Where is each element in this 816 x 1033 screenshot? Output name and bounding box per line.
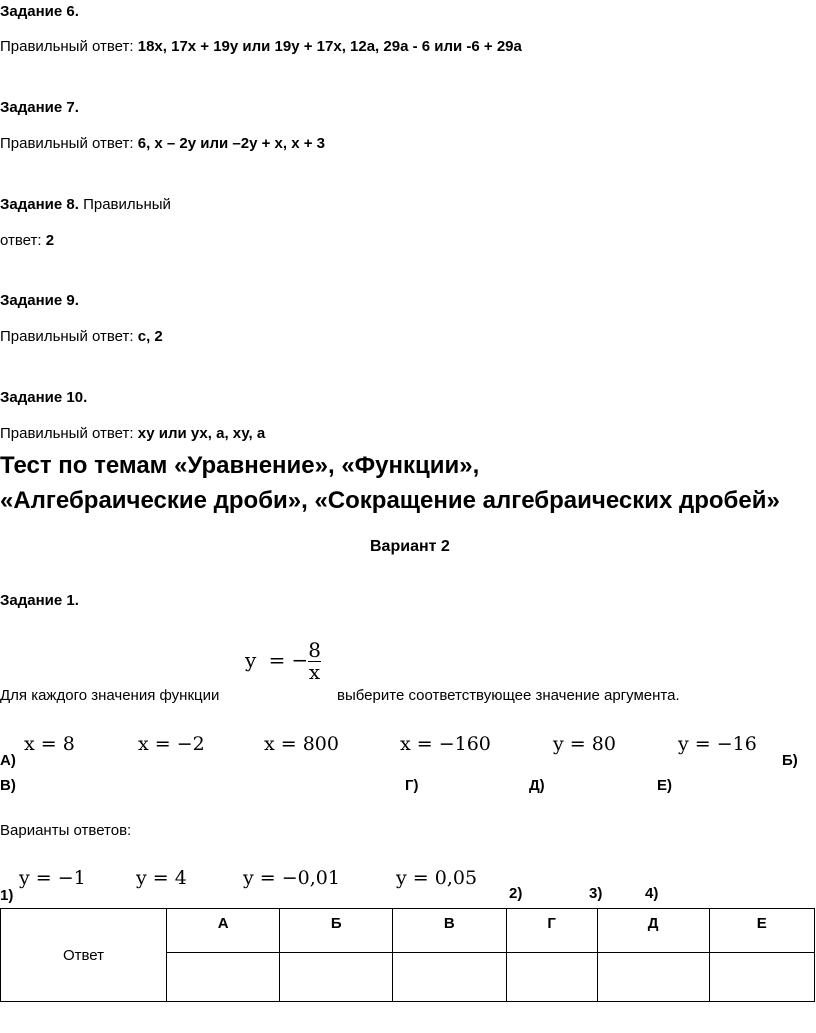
option-e-formula: y = 80 (553, 733, 616, 755)
task-1-prompt-before: Для каждого значения функции (0, 687, 220, 704)
table-header-a: А (167, 909, 280, 953)
answer-value: с, 2 (137, 328, 163, 345)
option-a-formula: x = 8 (24, 733, 75, 755)
answer-label-cont: ответ: (0, 232, 46, 249)
answer-value: 2 (45, 232, 55, 249)
table-header-row (1, 909, 815, 953)
option-f-formula: y = −16 (678, 733, 757, 755)
task-1-prompt-after: выберите соответствующее значение аргумента. (337, 687, 680, 704)
option-b-formula: x = −2 (138, 733, 205, 755)
function-denominator: x (308, 660, 321, 684)
table-header-c: В (393, 909, 506, 953)
task-10-heading: Задание 10. (0, 389, 88, 406)
table-header-d: Г (506, 909, 597, 953)
answer-value: 18х, 17х + 19у или 19у + 17х, 12а, 29а - 6 или -6 + 29а (137, 38, 522, 55)
answer-label: Правильный ответ: (0, 425, 138, 442)
answer-option-2-formula: y = 4 (136, 867, 187, 889)
answer-number-3: 3) (589, 885, 603, 902)
function-formula (245, 640, 321, 683)
task-10-answer-line (0, 425, 265, 442)
task-6-answer-line (0, 38, 522, 55)
option-c-formula: x = 800 (264, 733, 339, 755)
task-1-heading: Задание 1. (0, 592, 79, 609)
task-9-heading: Задание 9. (0, 292, 79, 309)
answer-option-3-formula: y = −0,01 (243, 867, 340, 889)
option-letter-c: В) (0, 777, 16, 794)
function-fraction (308, 640, 321, 683)
test-title-line-2: «Алгебраические дроби», «Сокращение алгебраических дробей» (0, 487, 780, 514)
table-header-e: Д (597, 909, 709, 953)
task-8-answer-line (0, 232, 54, 249)
answer-cell-e[interactable] (597, 953, 709, 1002)
answer-cell-a[interactable] (167, 953, 280, 1002)
table-header-b: Б (280, 909, 393, 953)
option-letter-d: Г) (405, 777, 419, 794)
answer-cell-d[interactable] (506, 953, 597, 1002)
task-9-answer-line (0, 328, 163, 345)
answer-table (0, 908, 815, 1002)
variant-label: Вариант 2 (370, 538, 450, 555)
answer-number-4: 4) (645, 885, 659, 902)
option-letter-f: Е) (657, 777, 672, 794)
task-7-answer-line (0, 135, 325, 152)
task-8-title: Задание 8. (0, 196, 79, 213)
answer-label: Правильный ответ: (0, 135, 138, 152)
answer-label: Правильный ответ: (0, 328, 138, 345)
answer-number-1: 1) (0, 887, 14, 904)
answer-value: 6, х – 2у или –2у + х, х + 3 (137, 135, 325, 152)
answer-value: ху или ух, а, ху, а (137, 425, 266, 442)
task-8-heading (0, 196, 171, 213)
option-d-formula: x = −160 (400, 733, 491, 755)
answer-cell-c[interactable] (393, 953, 506, 1002)
table-row-label: Ответ (1, 909, 167, 1002)
answers-heading: Варианты ответов: (0, 822, 132, 839)
function-eq: = (268, 648, 286, 672)
task-7-heading: Задание 7. (0, 99, 79, 116)
task-6-heading: Задание 6. (0, 3, 79, 20)
function-numerator: 8 (308, 638, 321, 662)
test-title-line-1: Тест по темам «Уравнение», «Функции», (0, 452, 480, 479)
answer-option-1-formula: y = −1 (19, 867, 86, 889)
option-letter-e: Д) (529, 777, 545, 794)
answer-cell-f[interactable] (709, 953, 815, 1002)
function-lhs: y (245, 648, 257, 672)
answer-label: Правильный ответ: (0, 38, 138, 55)
answer-cell-b[interactable] (280, 953, 393, 1002)
function-minus: − (291, 648, 309, 672)
table-header-f: Е (709, 909, 815, 953)
answer-option-4-formula: y = 0,05 (396, 867, 478, 889)
answer-label: Правильный (78, 196, 171, 213)
answer-number-2: 2) (509, 885, 523, 902)
option-letter-b: Б) (782, 752, 798, 769)
option-letter-a: А) (0, 752, 16, 769)
